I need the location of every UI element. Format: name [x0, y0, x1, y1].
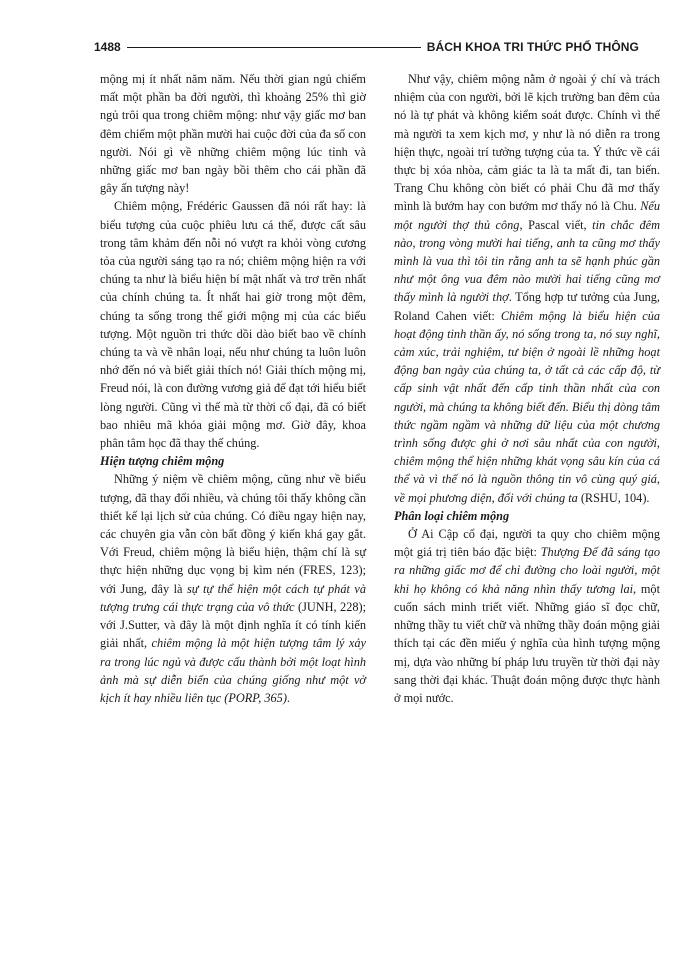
paragraph: [394, 525, 660, 707]
paragraph: mộng mị ít nhất năm năm. Nếu thời gian ngủ chiếm mất một phần ba đời người, thì khoảng 25% thì giờ ngủ trôi qua trong chiêm mộng: như vậy giấc mơ ban đêm chiếm một phần mười hai cuộc đời của đa số con người. Nói gì về những chiêm mộng lúc tỉnh và những giấc mơ ban ngày bồi thêm cho cái phần đã gây ấn tượng này!: [100, 72, 366, 196]
running-title: BÁCH KHOA TRI THỨC PHỔ THÔNG: [426, 40, 639, 54]
paragraph: Chiêm mộng, Frédéric Gaussen đã nói rất hay: là biểu tượng của cuộc phiêu lưu cá thể, được cất sâu trong tâm khảm đến nỗi nó vượt ra khỏi vòng cương tỏa của người sáng tạo ra nó; chiêm mộng hiện ra với chúng ta như là biểu hiện bí mật nhất và trơ trẽn nhất của chính chúng ta. Ít nhất hai giờ trong một đêm, chúng ta sống trong thế giới mộng mị của các biểu tượng. Một nguồn tri thức dồi dào biết bao về chính chúng ta và về nhân loại, nếu như chúng ta luôn luôn nhớ đến nó và biết giải thích nó! Giải thích mộng mị, Freud nói, là con đường vương giả để đạt tới hiểu biết lòng người. Cũng vì thế mà từ thời cổ đại, đã có biết bao nhiêu mã khóa giải mộng mơ. Giờ đây, khoa phân tâm học đã thay thế chúng.: [100, 199, 366, 451]
text-run: Những ý niệm về chiêm mộng, cũng như về biểu tượng, đã thay đổi nhiều, và chúng tôi thấy không cần thiết kể lại lịch sử của chúng. Có điều ngay hiện nay, các chuyên gia vẫn còn bất đồng ý kiến khá gay gắt. Với Freud, chiêm mộng là biểu hiện, thậm chí là sự thực hiện những dục vọng bị kìm nén (FRES, 123); với Jung, đây là: [100, 472, 366, 596]
quote: Nếu một người thợ thủ công: [394, 199, 660, 232]
text-run: . Tổng hợp tư tưởng của Jung, Roland Cahen viết:: [394, 290, 660, 323]
header-rule: [127, 47, 421, 48]
section-heading: Phân loại chiêm mộng: [394, 508, 510, 523]
right-column: [394, 70, 660, 707]
text-run: Như vậy, chiêm mộng nằm ở ngoài ý chí và trách nhiệm của con người, bởi lẽ kịch trường ban đêm của nó là tự phát và không kiểm soát được. Chính vì thế mà người ta xem kịch mơ, y như là nó diễn ra trong hiện thực, ngoài trí tưởng tượng của ta. Ý thức về cái thực bị xóa nhòa, cảm giác ta là ta mất đi, tan biến. Trang Chu không còn biết có phải Chu đã mơ thấy mình là bướm hay con bướm mơ thấy nó là Chu.: [394, 72, 660, 214]
page-number: 1488: [94, 40, 121, 54]
paragraph: [100, 470, 366, 707]
left-column: [100, 70, 366, 707]
paragraph: [394, 70, 660, 507]
text-run: , một cuốn sách minh triết viết. Những giáo sĩ đọc chữ, những thầy tu viết chữ và những thầy đoán mộng giải thích tại các đền miếu ý nghĩa của hình tượng mộng mị, dựa vào những bí pháp lưu truyền từ thời đại này sang thời đại khác. Thuật đoán mộng được thực hành ở mọi nước.: [394, 581, 660, 705]
text-run: Ở Ai Cập cổ đại, người ta quy cho chiêm mộng một giá trị tiên báo đặc biệt:: [394, 527, 660, 560]
text-run: , Pascal viết,: [519, 217, 593, 232]
text-run: .: [286, 690, 290, 705]
quote: sự tự thể hiện một cách tự phát và tượng trưng cái thực trạng của vô thức: [100, 581, 366, 614]
page-header: [94, 38, 639, 56]
quote: Thượng Đế đã sáng tạo ra những giấc mơ để chỉ đường cho loài người, một khi họ không có khả năng nhìn thấy tương lai: [394, 545, 661, 596]
text-run: (RSHU, 104).: [577, 490, 650, 505]
text-run: (JUNH, 228); với J.Sutter, và đây là một định nghĩa ít có tính kiến giải nhất,: [100, 599, 366, 651]
section-heading: Hiện tượng chiêm mộng: [100, 454, 225, 469]
quote: Chiêm mộng là biểu hiện của hoạt động tinh thần ấy, nó sống trong ta, nó suy nghĩ, cảm xúc, trải nghiệm, tư biện ở ngoài lề những hoạt động ban ngày của chúng ta, ở tất cả các cấp độ, từ cấp sinh vật nhất đến cấp tinh thần nhất của con người, mà chúng ta không biết đến. Biểu thị dòng tâm thức ngầm ngầm và những dữ liệu của một chương trình sống được ghi ở nơi sâu nhất của con người, chiêm mộng thể hiện những khát vọng sâu kín của cá thể và vì thế nó là nguồn thông tin vô cùng quý giá, về mọi phương diện, đối với chúng ta: [394, 308, 661, 505]
quote: chiêm mộng là một hiện tượng tâm lý xảy ra trong lúc ngủ và được cấu thành bởi một loạt hình ảnh mà sự diễn biến của chúng giống như một vở kịch ít hay nhiều liên tục (PORP, 365): [100, 636, 366, 705]
quote: tin chắc đêm nào, trong vòng mười hai tiếng, anh ta cũng mơ thấy mình là vua thì tôi tin rằng anh ta sẽ hạnh phúc gần như một ông vua đêm nào mười hai tiếng cũng mơ thấy mình là người thợ: [394, 217, 660, 305]
